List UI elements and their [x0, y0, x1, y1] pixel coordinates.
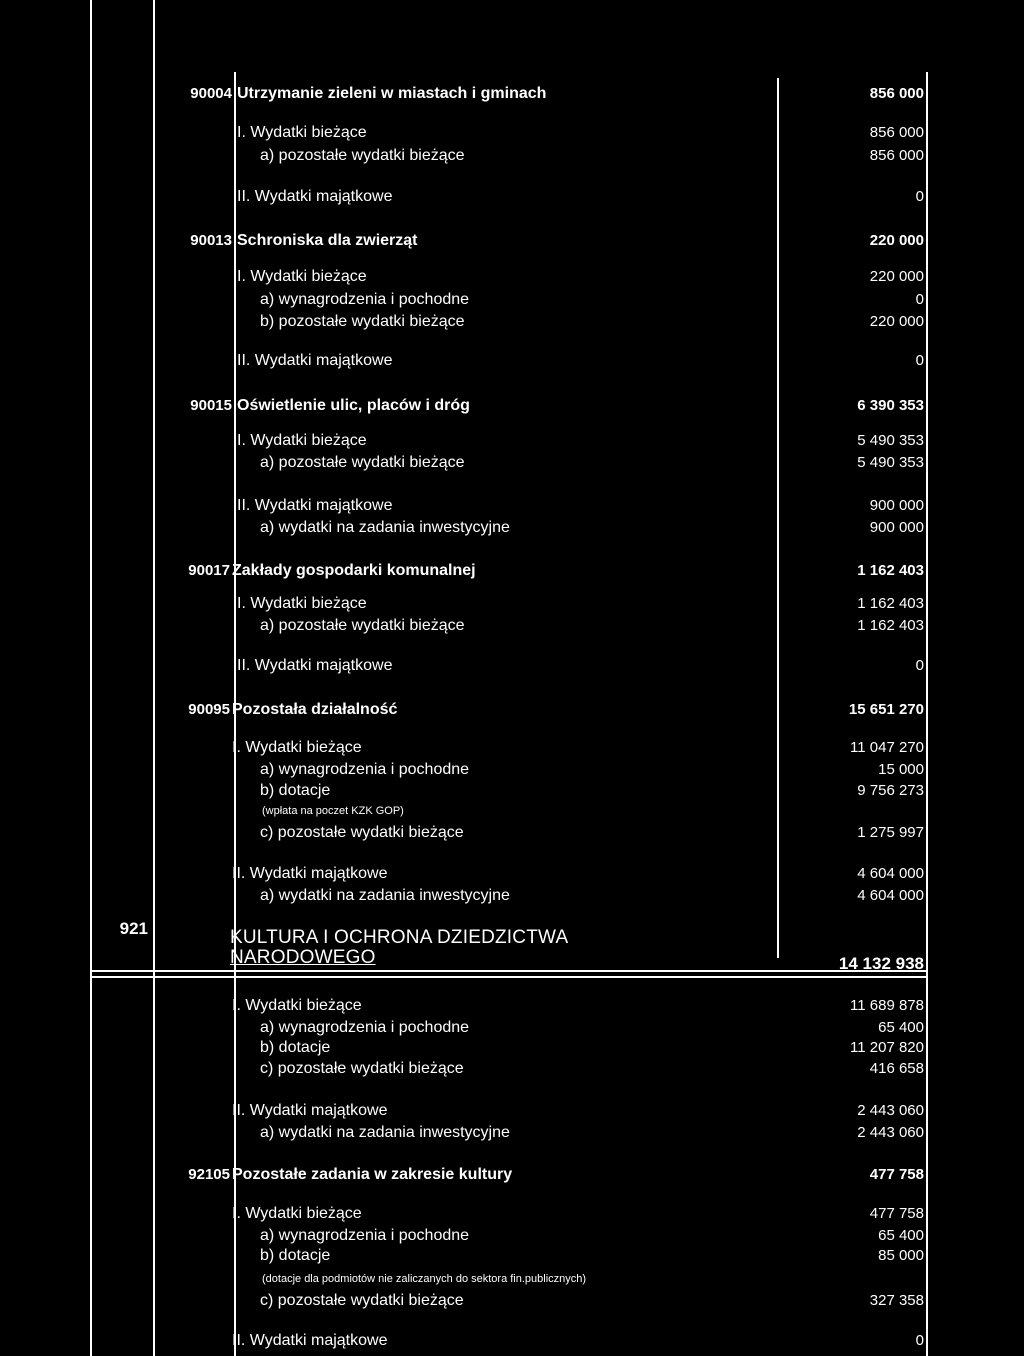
section-title: Schroniska dla zwierząt — [237, 232, 418, 249]
line-item — [0, 495, 1024, 517]
line-item — [0, 1037, 1024, 1059]
line-item — [0, 1122, 1024, 1144]
item-label: II. Wydatki majątkowe — [237, 352, 393, 369]
section-code: 90004 — [190, 85, 232, 102]
chapter-code: 921 — [119, 919, 148, 938]
item-label: c) pozostałe wydatki bieżące — [260, 1292, 464, 1309]
chapter-total: 14 132 938 — [838, 954, 924, 973]
line-item — [0, 759, 1024, 781]
line-item — [0, 885, 1024, 907]
section-row — [0, 230, 1024, 252]
note-row — [0, 800, 1024, 822]
line-item — [0, 1290, 1024, 1312]
item-amount: 0 — [915, 1332, 924, 1349]
section-row — [0, 560, 1024, 582]
item-label: b) dotacje — [260, 1247, 331, 1264]
item-amount: 856 000 — [869, 147, 924, 164]
section-row — [0, 1164, 1024, 1186]
item-amount: 220 000 — [869, 313, 924, 330]
section-code: 90015 — [190, 397, 232, 414]
item-amount: 5 490 353 — [857, 432, 924, 449]
line-item — [0, 1017, 1024, 1039]
line-item — [0, 350, 1024, 372]
item-label: a) wydatki na zadania inwestycyjne — [260, 1124, 510, 1141]
line-item — [0, 1225, 1024, 1247]
item-amount: 4 604 000 — [857, 865, 924, 882]
line-item — [0, 615, 1024, 637]
section-title: Oświetlenie ulic, placów i dróg — [237, 397, 470, 414]
item-amount: 9 756 273 — [857, 782, 924, 799]
section-title: Utrzymanie zieleni w miastach i gminach — [237, 85, 547, 102]
item-amount: 0 — [915, 657, 924, 674]
line-item — [0, 430, 1024, 452]
item-label: a) wynagrodzenia i pochodne — [260, 1227, 470, 1244]
section-row — [0, 699, 1024, 721]
section-title: Pozostałe zadania w zakresie kultury — [232, 1166, 513, 1183]
line-item — [0, 1203, 1024, 1225]
item-label: I. Wydatki bieżące — [232, 1205, 362, 1222]
item-label: a) pozostałe wydatki bieżące — [260, 454, 465, 471]
chapter-separator-top — [92, 970, 926, 972]
item-amount: 0 — [915, 188, 924, 205]
item-amount: 11 689 878 — [850, 997, 924, 1014]
section-total: 477 758 — [869, 1166, 924, 1183]
section-total: 856 000 — [869, 85, 924, 102]
item-amount: 1 275 997 — [857, 824, 924, 841]
item-label: a) pozostałe wydatki bieżące — [260, 147, 465, 164]
item-amount: 900 000 — [869, 519, 924, 536]
section-code: 90017 — [188, 562, 230, 579]
item-label: a) wydatki na zadania inwestycyjne — [260, 887, 510, 904]
line-item — [0, 863, 1024, 885]
line-item — [0, 593, 1024, 615]
line-item — [0, 311, 1024, 333]
item-amount: 4 604 000 — [857, 887, 924, 904]
item-label: b) pozostałe wydatki bieżące — [260, 313, 465, 330]
line-item — [0, 1245, 1024, 1267]
item-label: II. Wydatki majątkowe — [232, 865, 388, 882]
item-amount: 11 047 270 — [850, 739, 924, 756]
item-amount: 856 000 — [869, 124, 924, 141]
line-item — [0, 517, 1024, 539]
section-total: 15 651 270 — [848, 701, 924, 718]
chapter-title-line1: KULTURA I OCHRONA DZIEDZICTWA — [230, 927, 569, 948]
section-row — [0, 83, 1024, 105]
item-amount: 416 658 — [869, 1060, 924, 1077]
item-note: (wpłata na poczet KZK GOP) — [262, 805, 404, 817]
item-amount: 15 000 — [878, 761, 924, 778]
item-amount: 85 000 — [878, 1247, 924, 1264]
line-item — [0, 780, 1024, 802]
item-label: a) wynagrodzenia i pochodne — [260, 291, 470, 308]
line-item — [0, 995, 1024, 1017]
item-label: c) pozostałe wydatki bieżące — [260, 1060, 464, 1077]
note-row — [0, 1268, 1024, 1290]
item-amount: 2 443 060 — [857, 1102, 924, 1119]
line-item — [0, 452, 1024, 474]
item-label: a) wydatki na zadania inwestycyjne — [260, 519, 510, 536]
item-label: I. Wydatki bieżące — [232, 739, 362, 756]
item-note: (dotacje dla podmiotów nie zaliczanych do sektora fin.publicznych) — [262, 1273, 587, 1285]
section-total: 1 162 403 — [857, 562, 924, 579]
line-item — [0, 822, 1024, 844]
item-amount: 327 358 — [869, 1292, 924, 1309]
item-label: I. Wydatki bieżące — [237, 268, 367, 285]
item-amount: 2 443 060 — [857, 1124, 924, 1141]
item-label: a) wynagrodzenia i pochodne — [260, 1019, 470, 1036]
item-label: a) pozostałe wydatki bieżące — [260, 617, 465, 634]
item-label: II. Wydatki majątkowe — [232, 1332, 388, 1349]
line-item — [0, 266, 1024, 288]
line-item — [0, 186, 1024, 208]
section-code: 90013 — [190, 232, 232, 249]
item-label: I. Wydatki bieżące — [232, 997, 362, 1014]
section-title: Pozostała działalność — [232, 701, 398, 718]
item-amount: 1 162 403 — [857, 595, 924, 612]
item-amount: 1 162 403 — [857, 617, 924, 634]
line-item — [0, 289, 1024, 311]
chapter-separator-bottom — [92, 976, 926, 978]
item-amount: 220 000 — [869, 268, 924, 285]
section-code: 90095 — [188, 701, 230, 718]
item-amount: 65 400 — [878, 1019, 924, 1036]
item-label: II. Wydatki majątkowe — [237, 497, 393, 514]
line-item — [0, 1058, 1024, 1080]
item-label: b) dotacje — [260, 782, 331, 799]
item-label: I. Wydatki bieżące — [237, 595, 367, 612]
item-label: I. Wydatki bieżące — [237, 124, 367, 141]
line-item — [0, 145, 1024, 167]
line-item — [0, 122, 1024, 144]
item-amount: 477 758 — [869, 1205, 924, 1222]
item-amount: 11 207 820 — [850, 1039, 924, 1056]
item-amount: 900 000 — [869, 497, 924, 514]
item-label: II. Wydatki majątkowe — [237, 188, 393, 205]
item-amount: 0 — [915, 291, 924, 308]
section-total: 220 000 — [869, 232, 924, 249]
item-label: II. Wydatki majątkowe — [232, 1102, 388, 1119]
line-item — [0, 737, 1024, 759]
chapter-title-row — [0, 947, 1024, 973]
section-row — [0, 395, 1024, 417]
item-label: a) wynagrodzenia i pochodne — [260, 761, 470, 778]
line-item — [0, 655, 1024, 677]
section-total: 6 390 353 — [857, 397, 924, 414]
section-title: Zakłady gospodarki komunalnej — [232, 562, 476, 579]
item-amount: 5 490 353 — [857, 454, 924, 471]
item-amount: 0 — [915, 352, 924, 369]
line-item — [0, 1100, 1024, 1122]
item-label: c) pozostałe wydatki bieżące — [260, 824, 464, 841]
item-amount: 65 400 — [878, 1227, 924, 1244]
item-label: II. Wydatki majątkowe — [237, 657, 393, 674]
item-label: I. Wydatki bieżące — [237, 432, 367, 449]
chapter-title-row — [0, 927, 1024, 949]
chapter-title-line2: NARODOWEGO — [230, 947, 376, 968]
item-label: b) dotacje — [260, 1039, 331, 1056]
section-code: 92105 — [188, 1166, 230, 1183]
line-item — [0, 1330, 1024, 1352]
